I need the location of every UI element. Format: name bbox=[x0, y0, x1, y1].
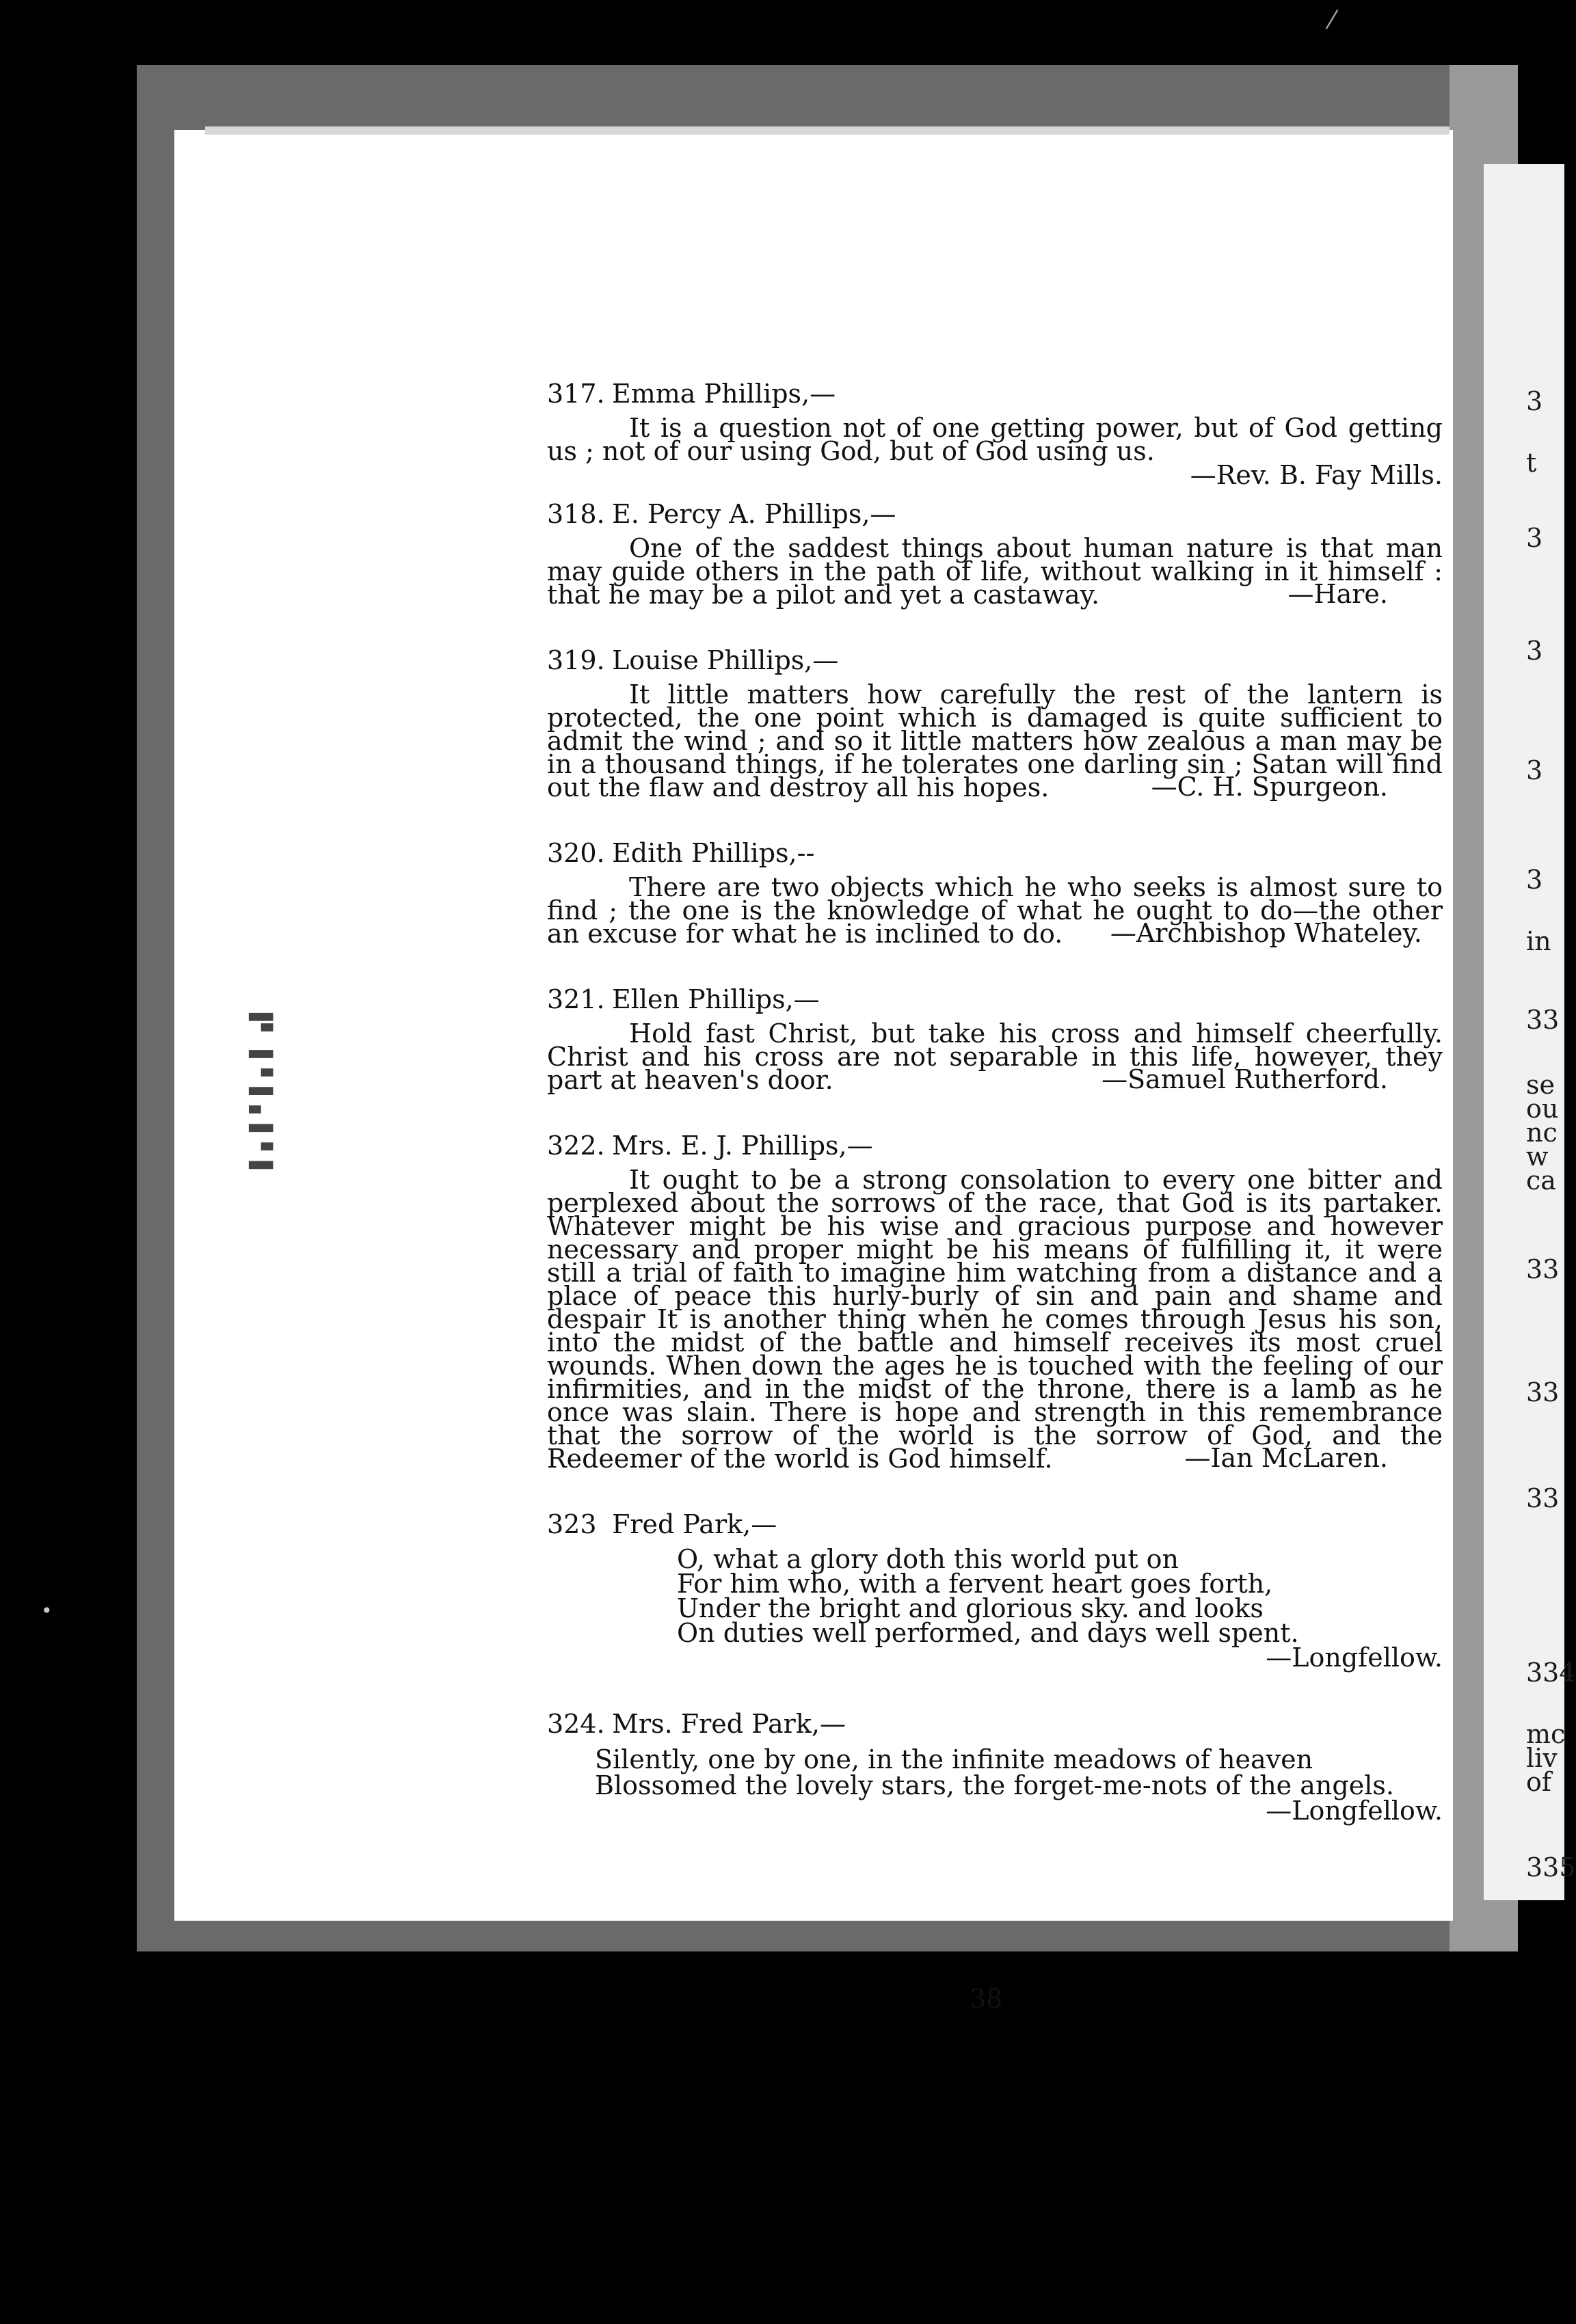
poem-line: O, what a glory doth this world put on bbox=[677, 1544, 1179, 1574]
facing-fragment: 33 bbox=[1526, 1377, 1560, 1407]
entry-heading bbox=[547, 500, 1456, 528]
entry-322 bbox=[547, 1131, 1456, 1474]
entry-number: 318. bbox=[547, 499, 605, 529]
poem-line: Silently, one by one, in the infinite meadows of heaven bbox=[595, 1744, 1313, 1774]
spine-marks: ▌▖▌▘▌▖▌▗▌ bbox=[250, 1002, 273, 1169]
top-corner-mark: ⁄ bbox=[1330, 7, 1335, 35]
facing-fragment: 334 bbox=[1526, 1658, 1576, 1688]
entry-317 bbox=[547, 379, 1456, 490]
poem-line: On duties well performed, and days well spent. bbox=[677, 1618, 1299, 1648]
facing-fragment: nc bbox=[1526, 1118, 1558, 1148]
entry-author: —Samuel Rutherford. bbox=[1101, 1064, 1388, 1094]
poem-line: For him who, with a fervent heart goes forth, bbox=[677, 1569, 1273, 1599]
entry-heading bbox=[547, 1710, 1456, 1738]
facing-fragment: 3 bbox=[1526, 386, 1543, 416]
poem-line: Under the bright and glorious sky. and looks bbox=[677, 1593, 1264, 1623]
entry-heading bbox=[547, 379, 1456, 408]
entry-poem bbox=[677, 1544, 1456, 1648]
entry-author: —Ian McLaren. bbox=[1184, 1443, 1388, 1473]
facing-fragment: 3 bbox=[1526, 636, 1543, 666]
page-number: 38 bbox=[970, 1984, 1003, 2014]
entry-number: 324. bbox=[547, 1709, 605, 1739]
facing-fragment: 3 bbox=[1526, 523, 1543, 553]
page-content bbox=[547, 379, 1456, 1863]
facing-fragment: 33 bbox=[1526, 1254, 1560, 1284]
entry-author: —Archbishop Whateley. bbox=[1110, 918, 1422, 948]
entry-author: —Longfellow. bbox=[1266, 1796, 1443, 1826]
entry-heading bbox=[547, 646, 1456, 675]
poem-line: Blossomed the lovely stars, the forget-me-nots of the angels. bbox=[595, 1770, 1394, 1800]
entry-name: Mrs. Fred Park,— bbox=[612, 1709, 846, 1739]
entry-author: —C. H. Spurgeon. bbox=[1151, 772, 1388, 802]
facing-fragment: mc bbox=[1526, 1719, 1566, 1749]
entry-heading bbox=[547, 985, 1456, 1014]
entry-heading bbox=[547, 1510, 1456, 1539]
entry-number: 319. bbox=[547, 645, 605, 675]
entry-author: —Longfellow. bbox=[1266, 1643, 1443, 1673]
entry-name: Fred Park,— bbox=[612, 1509, 777, 1539]
facing-fragment: 33 bbox=[1526, 1005, 1560, 1035]
entry-author: —Rev. B. Fay Mills. bbox=[1190, 460, 1443, 490]
entry-name: Ellen Phillips,— bbox=[612, 984, 820, 1014]
facing-fragment: se bbox=[1526, 1070, 1555, 1100]
entry-quote: There are two objects which he who seeks is almost sure to find ; the one is the knowledge of what he ought to do—the other an excuse for what he is inclined to do. bbox=[547, 872, 1443, 949]
entry-number: 317. bbox=[547, 379, 605, 409]
entry-320 bbox=[547, 838, 1456, 949]
facing-fragment: 335 bbox=[1526, 1852, 1576, 1882]
entry-number: 320. bbox=[547, 838, 605, 868]
facing-fragment: 3 bbox=[1526, 865, 1543, 895]
facing-fragment: liv bbox=[1526, 1743, 1558, 1773]
facing-fragment: in bbox=[1526, 926, 1551, 956]
entry-quote: It ought to be a strong consolation to every one bitter and perplexed about the sorrows of the race, that God is its partaker. Whatever might be his wise and gracious purpose and however necessary and proper might be his means of fulfilling it, it were still a trial of faith to imagine him watching from a distance and a place of peace this hurly-burly of sin and pain and shame and despair It is another thing when he comes through Jesus his son, into the midst of the battle and himself receives its most cruel wounds. When down the ages he is touched with the feeling of our infirmities, and in the midst of the throne, there is a lamb as he once was slain. There is hope and strength in this remembrance that the sorrow of the world is the sorrow of God, and the Redeemer of the world is God himself. bbox=[547, 1165, 1443, 1474]
entry-324 bbox=[547, 1709, 1456, 1826]
entry-name: E. Percy A. Phillips,— bbox=[612, 499, 896, 529]
left-margin-mark: • bbox=[41, 1599, 53, 1622]
page-top-shadow bbox=[205, 126, 1450, 135]
facing-fragment: 3 bbox=[1526, 755, 1543, 785]
entry-321 bbox=[547, 984, 1456, 1095]
entry-name: Louise Phillips,— bbox=[612, 645, 839, 675]
entry-quote: It little matters how carefully the rest of the lantern is protected, the one point which is damaged is quite sufficient to admit the wind ; and so it little matters how zealous a man may be in a thousand things, if he tolerates one darling sin ; Satan will find out the flaw and destroy all his hopes. bbox=[547, 679, 1443, 802]
entry-quote: Hold fast Christ, but take his cross and himself cheerfully. Christ and his cross are not separable in this life, however, they part at heaven's door. bbox=[547, 1018, 1443, 1095]
entry-name: Edith Phillips,-- bbox=[612, 838, 815, 868]
entry-heading bbox=[547, 1131, 1456, 1160]
entry-author: —Hare. bbox=[1287, 579, 1388, 609]
entry-quote: It is a question not of one getting power, but of God getting us ; not of our using God, but of God using us. bbox=[547, 413, 1443, 466]
entry-number: 321. bbox=[547, 984, 605, 1014]
entry-heading bbox=[547, 839, 1456, 867]
facing-fragment: 33 bbox=[1526, 1483, 1560, 1513]
entry-poem bbox=[595, 1746, 1456, 1798]
facing-fragment: ca bbox=[1526, 1165, 1556, 1195]
facing-fragment: of bbox=[1526, 1767, 1551, 1797]
entry-318 bbox=[547, 499, 1456, 610]
entry-number: 322. bbox=[547, 1131, 605, 1161]
entry-name: Mrs. E. J. Phillips,— bbox=[612, 1131, 873, 1161]
facing-fragment: w bbox=[1526, 1141, 1549, 1172]
entry-quote: One of the saddest things about human nature is that man may guide others in the path of life, without walking in it himself : that he may be a pilot and yet a castaway. bbox=[547, 533, 1443, 610]
facing-fragment: ou bbox=[1526, 1094, 1559, 1124]
entry-number: 323 bbox=[547, 1509, 597, 1539]
facing-fragment: t bbox=[1526, 448, 1537, 478]
entry-323 bbox=[547, 1509, 1456, 1673]
entry-name: Emma Phillips,— bbox=[612, 379, 836, 409]
entry-319 bbox=[547, 645, 1456, 802]
